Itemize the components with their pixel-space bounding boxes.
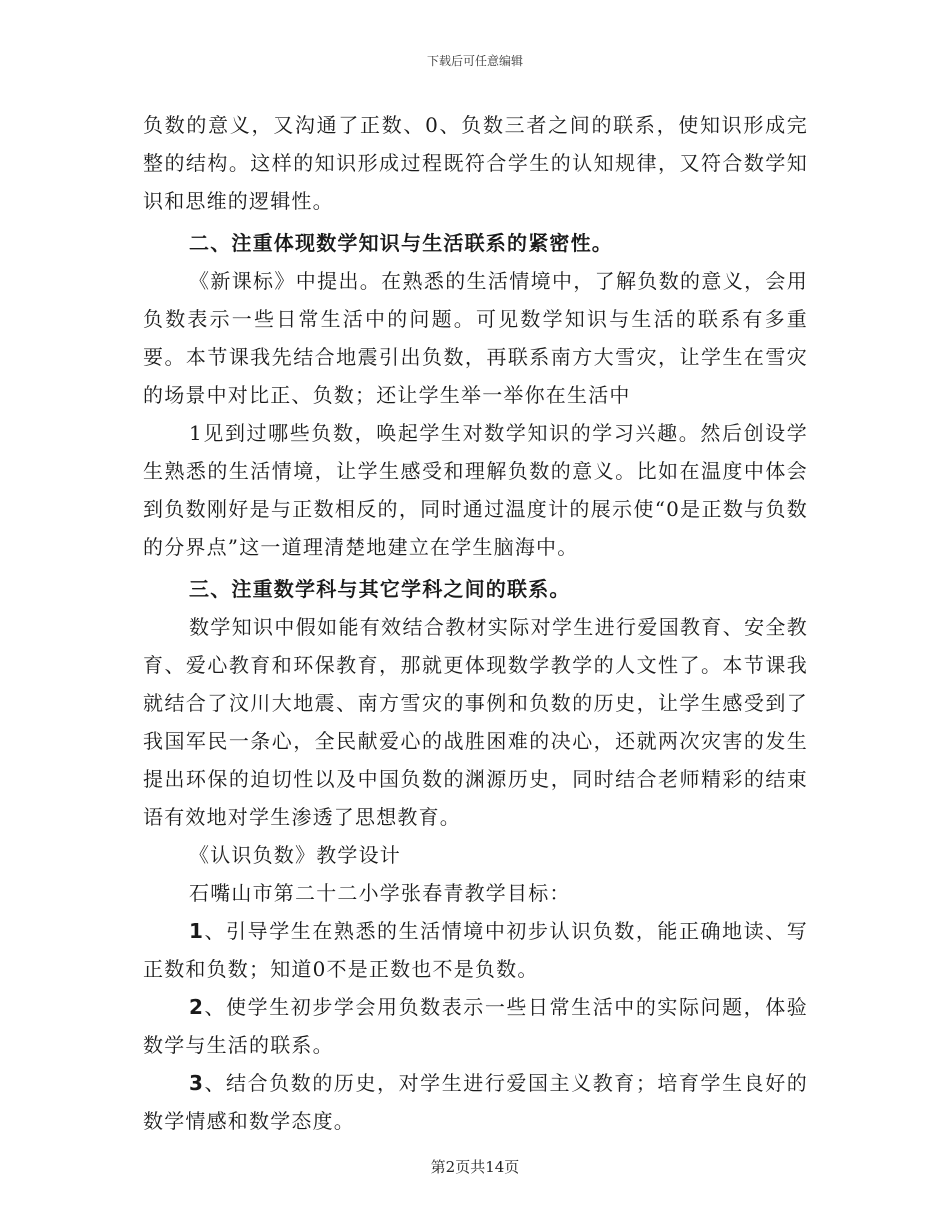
paragraph-intro: 负数的意义，又沟通了正数、0、负数三者之间的联系，使知识形成完整的结构。这样的知识形成过程既符合学生的认知规律，又符合数学知识和思维的逻辑性。 [143,113,808,213]
goal-item-1 [143,912,808,988]
section-heading-3: 三、注重数学科与其它学科之间的联系。 [189,577,571,601]
paragraph-negative-examples: 1见到过哪些负数，唤起学生对数学知识的学习兴趣。然后创设学生熟悉的生活情境，让学生感受和理解负数的意义。比如在温度中体会到负数刚好是与正数相反的，同时通过温度计的展示使“0是正数与负数的分界点”这一道理清楚地建立在学生脑海中。 [143,421,808,559]
goal-item-3 [143,1064,808,1140]
paragraph-cross-subject: 数学知识中假如能有效结合教材实际对学生进行爱国教育、安全教育、爱心教育和环保教育，那就更体现数学教学的人文性了。本节课我就结合了汶川大地震、南方雪灾的事例和负数的历史，让学生感受到了我国军民一条心，全民献爱心的战胜困难的决心，还就两次灾害的发生提出环保的迫切性以及中国负数的渊源历史，同时结合老师精彩的结束语有效地对学生渗透了思想教育。 [143,615,808,829]
goal-text-2: 、使学生初步学会用负数表示一些日常生活中的实际问题，体验数学与生活的联系。 [143,995,808,1057]
paragraph-curriculum: 《新课标》中提出。在熟悉的生活情境中，了解负数的意义，会用负数表示一些日常生活中的问题。可见数学知识与生活的联系有多重要。本节课我先结合地震引出负数，再联系南方大雪灾，让学生在雪灾的场景中对比正、负数；还让学生举一举你在生活中 [143,269,808,407]
section-heading-2: 二、注重体现数学知识与生活联系的紧密性。 [189,231,613,255]
goal-item-2 [143,988,808,1064]
page-number: 第2页共14页 [430,1158,520,1176]
lesson-title: 《认识负数》教学设计 [189,843,401,867]
goal-number-2: 2 [189,995,205,1019]
goal-text-3: 、结合负数的历史，对学生进行爱国主义教育；培育学生良好的数学情感和数学态度。 [143,1071,808,1133]
goal-number-1: 1 [189,919,205,943]
document-body [143,106,808,1140]
author-line: 石嘴山市第二十二小学张春青教学目标： [189,881,571,905]
goal-number-3: 3 [189,1071,205,1095]
goal-text-1: 、引导学生在熟悉的生活情境中初步认识负数，能正确地读、写正数和负数；知道0不是正数也不是负数。 [143,919,808,981]
header-note: 下载后可任意编辑 [426,54,523,68]
